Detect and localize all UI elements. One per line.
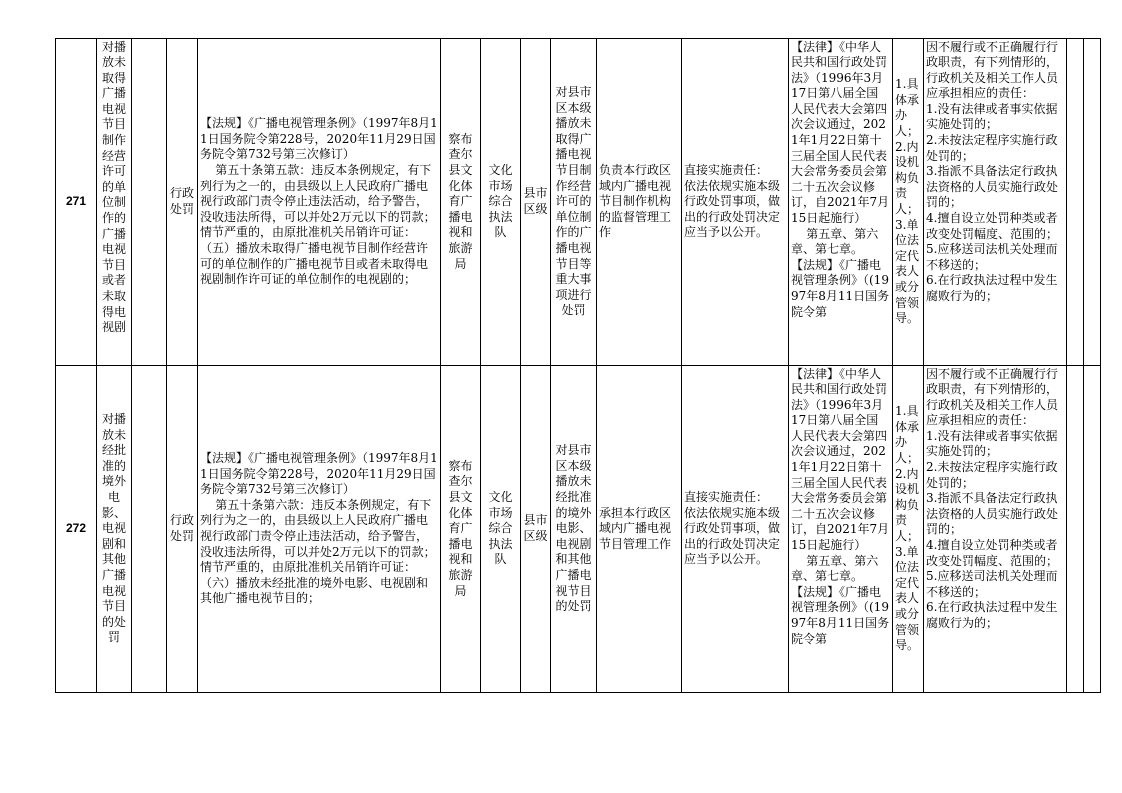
accountability-basis: 【法律】《中华人民共和国行政处罚法》（1996年3月17日第八届全国人民代表大会第四次会议通过，2021年1月22日第十三届全国人民代表大会常务委员会第二十五次会议修订，自2021年7月15日起施行） 第五章、第六章、第七章。 【法规】《广播电视管理条例》（(1997年8月11日国务院令第 (791, 366, 890, 646)
legal-basis: 【法规】《广播电视管理条例》（1997年8月11日国务院令第228号，2020年11月29日国务院令第732号第三次修订） 第五十条第五款：违反本条例规定，有下列行为之一的，由县级以上人民政府广播电视行政部门责令停止违法活动，给予警告，没收违法所得，可以并处2万元以下的罚款；情节严重的，由原批准机关吊销许可证： （五）播放未取得广播电视节目制作经营许可的单位制作的广播电视节目或者未取得电视剧制作许可证的单位制作的电视剧的； (200, 116, 438, 287)
sub-item-cell (132, 39, 167, 366)
row-number: 272 (56, 366, 97, 693)
item-name: 对播放未经批准的境外电影、电视剧和其他广播电视节目的处罚 (101, 412, 126, 645)
duty-content: 直接实施责任： 依法依规实施本级行政处罚事项，做出的行政处罚决定应当予以公开。 (684, 490, 781, 567)
accountability-subjects: 1.具体承办人； 2.内设机构负责人； 3.单位法定代表人或分管领导。 (895, 404, 920, 653)
duty-subject: 承担本行政区域内广播电视节目管理工作 (599, 505, 672, 551)
exercise-level: 县市区级 (523, 186, 548, 216)
implementing-agency: 察布查尔县文化体育广播电视和旅游局 (448, 131, 473, 271)
enforcement-team: 文化市场综合执法队 (488, 490, 513, 567)
remark-cell-a (1067, 39, 1084, 366)
exercise-level: 县市区级 (523, 513, 548, 543)
remark-cell-a (1067, 366, 1084, 693)
remark-cell-b (1084, 39, 1101, 366)
enforcement-team: 文化市场综合执法队 (488, 163, 513, 240)
item-type: 行政处罚 (169, 513, 194, 543)
exercise-scope: 对县市区本级播放未取得广播电视节目制作经营许可的单位制作的广播电视节目等重大事项进行处罚 (555, 85, 592, 318)
table-row (56, 366, 1101, 693)
item-name: 对播放未取得广播电视节目制作经营许可的单位制作的广播电视节目或者未取得电视剧 (101, 39, 126, 335)
accountability-basis: 【法律】《中华人民共和国行政处罚法》（1996年3月17日第八届全国人民代表大会第四次会议通过，2021年1月22日第十三届全国人民代表大会常务委员会第二十五次会议修订，自2021年7月15日起施行） 第五章、第六章、第七章。 【法规】《广播电视管理条例》（(1997年8月11日国务院令第 (791, 39, 890, 319)
accountability-subjects: 1.具体承办人； 2.内设机构负责人； 3.单位法定代表人或分管领导。 (895, 77, 920, 326)
accountability-situations: 因不履行或不正确履行行政职责，有下列情形的，行政机关及相关工作人员应承担相应的责任： 1.没有法律或者事实依据实施处罚的； 2.未按法定程序实施行政处罚的； 3.指派不具备法定行政执法资格的人员实施行政处罚的； 4.擅自设立处罚种类或者改变处罚幅度、范围的； 5.应移送司法机关处理而不移送的； 6.在行政执法过程中发生腐败行为的； (926, 39, 1059, 303)
item-type: 行政处罚 (169, 186, 194, 216)
duty-subject: 负责本行政区域内广播电视节目制作机构的监督管理工作 (599, 163, 672, 240)
implementing-agency: 察布查尔县文化体育广播电视和旅游局 (448, 458, 473, 598)
accountability-situations: 因不履行或不正确履行行政职责，有下列情形的，行政机关及相关工作人员应承担相应的责任： 1.没有法律或者事实依据实施处罚的； 2.未按法定程序实施行政处罚的； 3.指派不具备法定行政执法资格的人员实施行政处罚的； 4.擅自设立处罚种类或者改变处罚幅度、范围的； 5.应移送司法机关处理而不移送的； 6.在行政执法过程中发生腐败行为的； (926, 366, 1059, 630)
row-number: 271 (56, 39, 97, 366)
table-row (56, 39, 1101, 366)
sub-item-cell (132, 366, 167, 693)
legal-basis: 【法规】《广播电视管理条例》（1997年8月11日国务院令第228号，2020年11月29日国务院令第732号第三次修订） 第五十条第六款：违反本条例规定，有下列行为之一的，由县级以上人民政府广播电视行政部门责令停止违法活动，给予警告，没收违法所得，可以并处2万元以下的罚款；情节严重的，由原批准机关吊销许可证： （六）播放未经批准的境外电影、电视剧和其他广播电视节目的； (200, 451, 438, 606)
duty-list-table (55, 38, 1101, 693)
exercise-scope: 对县市区本级播放未经批准的境外电影、电视剧和其他广播电视节目的处罚 (555, 443, 592, 614)
duty-content: 直接实施责任： 依法依规实施本级行政处罚事项，做出的行政处罚决定应当予以公开。 (684, 163, 781, 240)
remark-cell-b (1084, 366, 1101, 693)
